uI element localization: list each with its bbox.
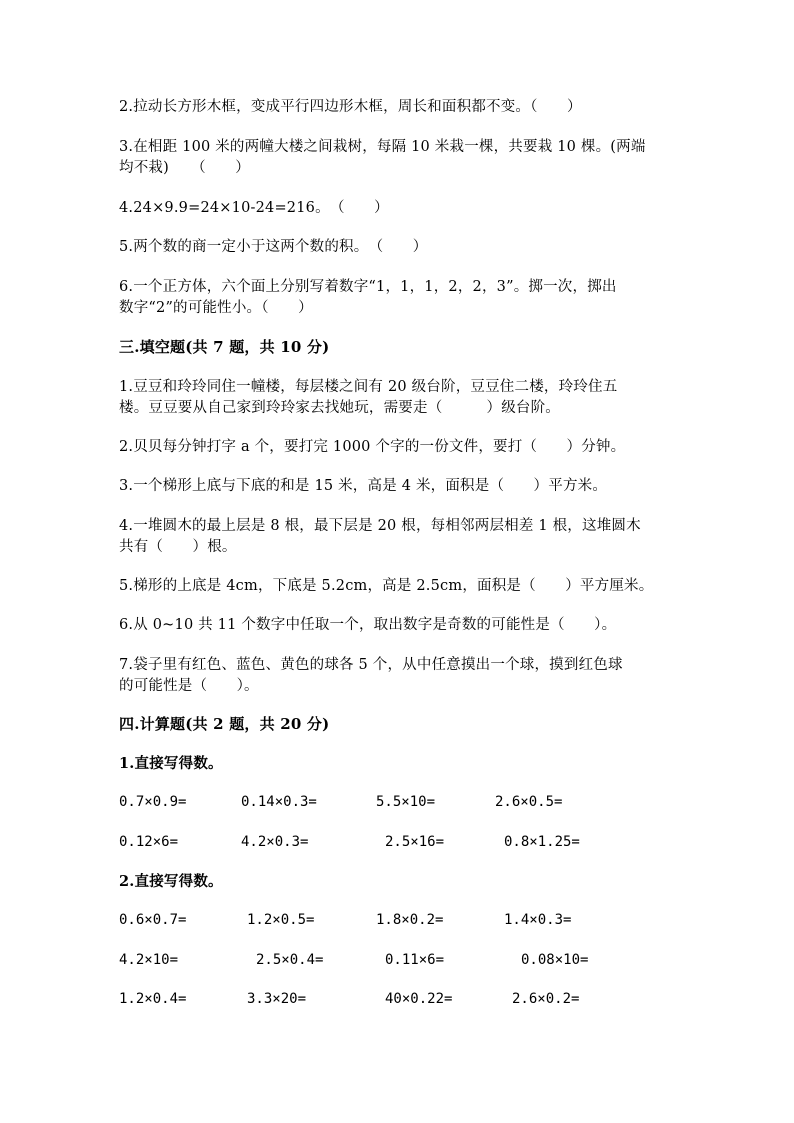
- fill-question-2: 2.贝贝每分钟打字 a 个，要打完 1000 个字的一份文件，要打（ ）分钟。: [119, 439, 626, 455]
- judge-question-3-line-1: 3.在相距 100 米的两幢大楼之间栽树，每隔 10 米栽一棵，共要栽 10 棵。(两端: [119, 139, 646, 155]
- calc-2-cell: 0.08×10=: [521, 952, 589, 968]
- fill-question-1-line-2: 楼。豆豆要从自己家到玲玲家去找她玩，需要走（ ）级台阶。: [119, 400, 560, 416]
- judge-question-3-line-2: 均不栽) （ ）: [119, 160, 250, 176]
- calc-2-cell: 2.5×0.4=: [256, 952, 324, 968]
- calc-1-cell: 0.12×6=: [119, 834, 179, 850]
- calc-2-cell: 0.6×0.7=: [119, 912, 187, 928]
- fill-question-3: 3.一个梯形上底与下底的和是 15 米，高是 4 米，面积是（ ）平方米。: [119, 478, 608, 494]
- judge-question-6-line-2: 数字“2”的可能性小。（ ）: [119, 300, 313, 316]
- judge-question-5: 5.两个数的商一定小于这两个数的积。 （ ）: [119, 239, 428, 255]
- fill-question-1-line-1: 1.豆豆和玲玲同住一幢楼，每层楼之间有 20 级台阶，豆豆住二楼，玲玲住五: [119, 379, 618, 395]
- calc-2-cell: 1.8×0.2=: [376, 912, 444, 928]
- calc-1-cell: 5.5×10=: [376, 794, 436, 810]
- calc-question-1-label: 1.直接写得数。: [119, 755, 223, 772]
- calc-1-cell: 2.6×0.5=: [495, 794, 563, 810]
- section-title-fill: 三.填空题(共 7 题，共 10 分): [119, 338, 330, 356]
- fill-question-7-line-1: 7.袋子里有红色、蓝色、黄色的球各 5 个，从中任意摸出一个球，摸到红色球: [119, 657, 623, 673]
- judge-question-4: 4.24×9.9=24×10-24=216。 （ ）: [119, 200, 389, 216]
- fill-question-5: 5.梯形的上底是 4cm，下底是 5.2cm，高是 2.5cm，面积是（ ）平方厘米。: [119, 578, 654, 594]
- calc-2-cell: 4.2×10=: [119, 952, 179, 968]
- calc-1-cell: 2.5×16=: [385, 834, 445, 850]
- fill-question-4-line-2: 共有（ ）根。: [119, 539, 237, 555]
- section-title-calc: 四.计算题(共 2 题，共 20 分): [119, 715, 330, 733]
- calc-2-cell: 40×0.22=: [385, 991, 453, 1007]
- calc-2-cell: 3.3×20=: [247, 991, 307, 1007]
- calc-1-cell: 0.8×1.25=: [504, 834, 580, 850]
- fill-question-6: 6.从 0~10 共 11 个数字中任取一个，取出数字是奇数的可能性是（ ）。: [119, 617, 617, 633]
- calc-2-cell: 1.2×0.4=: [119, 991, 187, 1007]
- judge-question-6-line-1: 6.一个正方体，六个面上分别写着数字“1，1，1，2，2，3”。掷一次，掷出: [119, 279, 617, 295]
- calc-2-cell: 1.4×0.3=: [504, 912, 572, 928]
- calc-2-cell: 1.2×0.5=: [247, 912, 315, 928]
- judge-question-2: 2.拉动长方形木框，变成平行四边形木框，周长和面积都不变。（ ）: [119, 99, 582, 115]
- calc-1-cell: 0.7×0.9=: [119, 794, 187, 810]
- calc-question-2-label: 2.直接写得数。: [119, 873, 223, 890]
- fill-question-7-line-2: 的可能性是（ ）。: [119, 678, 259, 694]
- fill-question-4-line-1: 4.一堆圆木的最上层是 8 根，最下层是 20 根，每相邻两层相差 1 根，这堆圆木: [119, 518, 641, 534]
- calc-2-cell: 0.11×6=: [385, 952, 445, 968]
- calc-1-cell: 4.2×0.3=: [241, 834, 309, 850]
- calc-1-cell: 0.14×0.3=: [241, 794, 317, 810]
- calc-2-cell: 2.6×0.2=: [512, 991, 580, 1007]
